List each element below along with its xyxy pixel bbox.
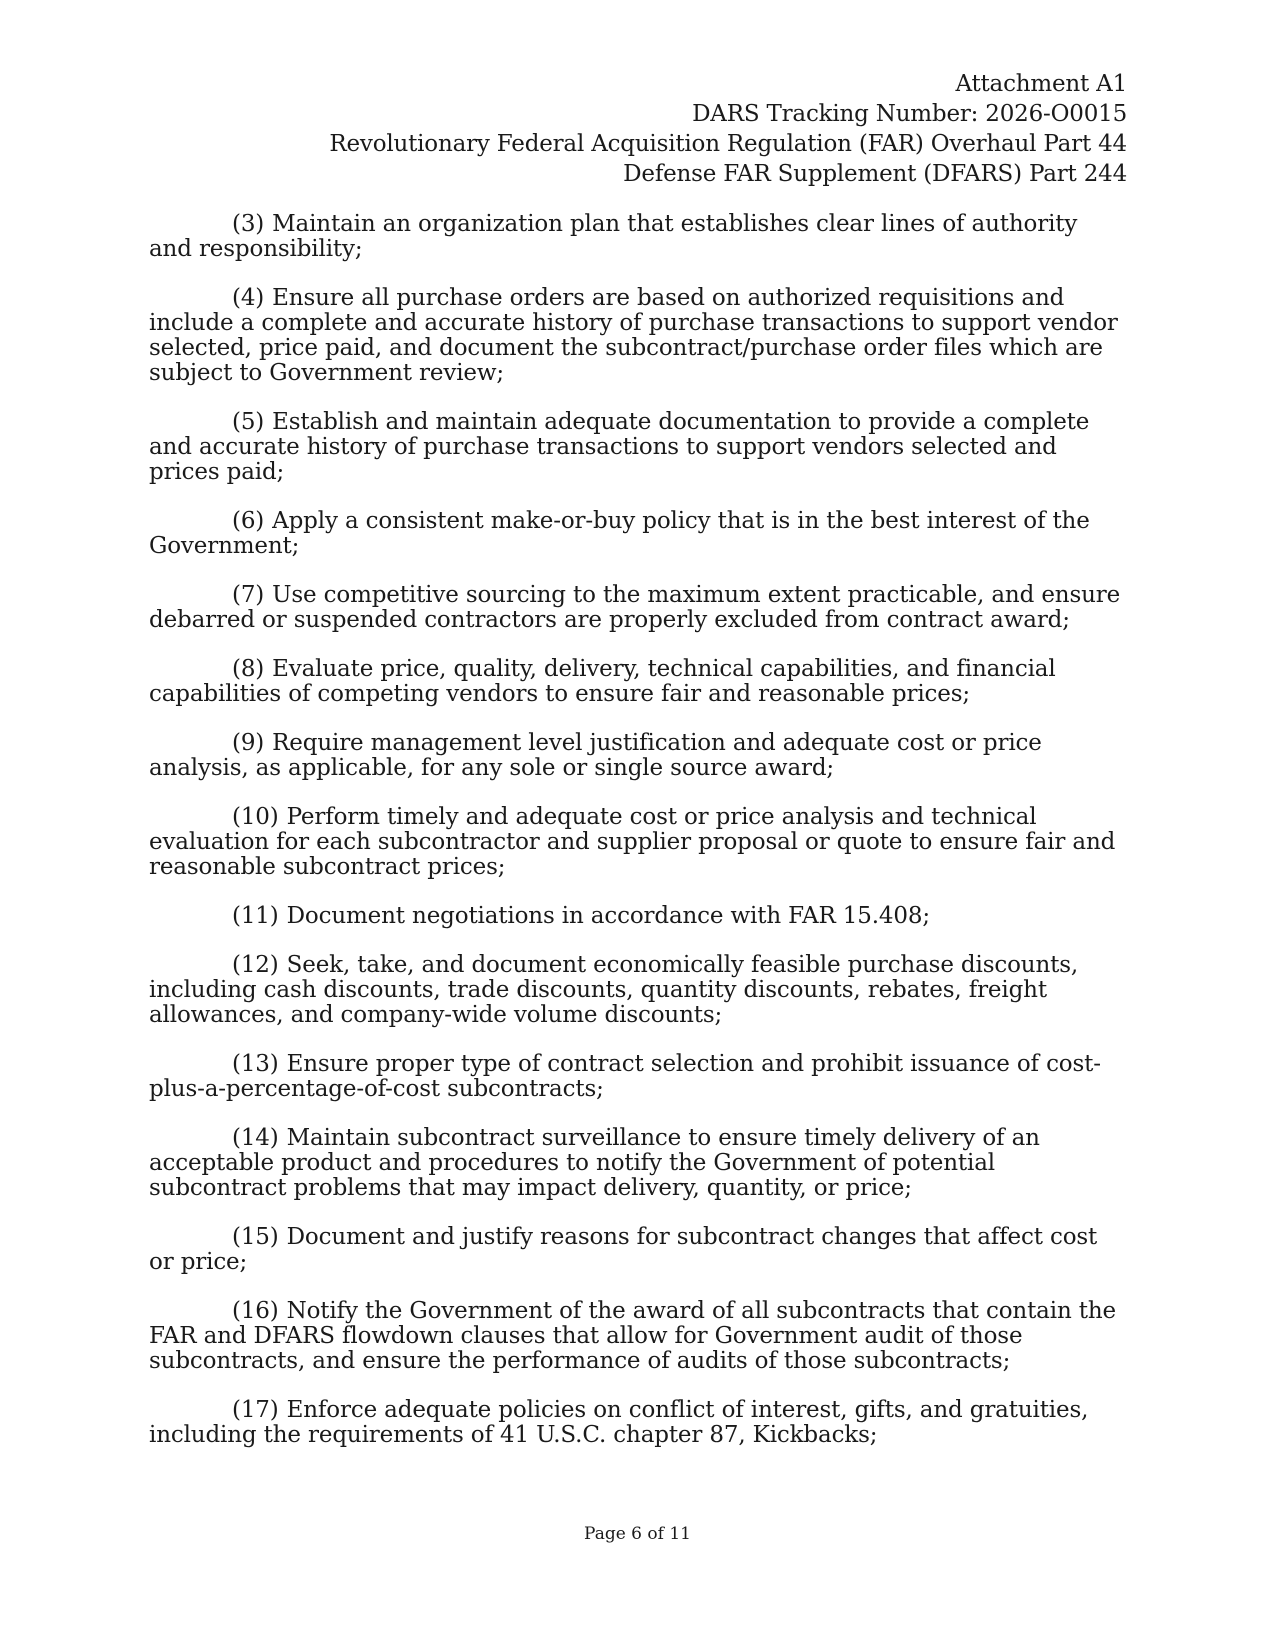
item-number: (7) (232, 582, 265, 608)
header-attachment: Attachment A1 (955, 71, 1127, 97)
document-body (149, 212, 1127, 1472)
item-text: Establish and maintain adequate documentation to provide a complete and accurate history of purchase transactions to support vendors selected and prices paid; (149, 409, 1090, 485)
item-text: Ensure all purchase orders are based on authorized requisitions and include a complete and accurate history of purchase transactions to support vendor selected, price paid, and document the subcontract/purchase order files which are subject to Government review; (149, 285, 1118, 386)
item-number: (12) (232, 952, 279, 978)
list-item (149, 1299, 1127, 1374)
item-number: (5) (232, 409, 265, 435)
item-number: (15) (232, 1224, 279, 1250)
list-item (149, 1126, 1127, 1201)
item-number: (17) (232, 1397, 279, 1423)
page-footer (0, 1523, 1275, 1545)
list-item (149, 509, 1127, 559)
header-tracking-number: DARS Tracking Number: 2026-O0015 (692, 101, 1127, 127)
item-number: (14) (232, 1125, 279, 1151)
list-item (149, 904, 1127, 929)
item-number: (4) (232, 285, 265, 311)
list-item (149, 286, 1127, 386)
list-item (149, 805, 1127, 880)
item-text: Apply a consistent make-or-buy policy that is in the best interest of the Government; (149, 508, 1090, 559)
item-text: Maintain subcontract surveillance to ensure timely delivery of an acceptable product and procedures to notify the Government of potential subcontract problems that may impact delivery, quantity, or price; (149, 1125, 1040, 1201)
list-item (149, 953, 1127, 1028)
list-item (149, 1398, 1127, 1448)
item-text: Require management level justification and adequate cost or price analysis, as applicable, for any sole or single source award; (149, 730, 1042, 781)
item-text: Ensure proper type of contract selection and prohibit issuance of cost-plus-a-percentage-of-cost subcontracts; (149, 1051, 1101, 1102)
item-number: (9) (232, 730, 265, 756)
item-number: (6) (232, 508, 265, 534)
list-item (149, 212, 1127, 262)
header-dfars-part: Defense FAR Supplement (DFARS) Part 244 (623, 161, 1127, 187)
item-number: (11) (232, 903, 279, 929)
list-item (149, 1225, 1127, 1275)
list-item (149, 1052, 1127, 1102)
list-item (149, 583, 1127, 633)
page-number: Page 6 of 11 (584, 1524, 691, 1544)
header-far-part: Revolutionary Federal Acquisition Regulation (FAR) Overhaul Part 44 (329, 131, 1127, 157)
list-item (149, 657, 1127, 707)
page-header (147, 69, 1127, 189)
list-item (149, 410, 1127, 485)
item-text: Enforce adequate policies on conflict of interest, gifts, and gratuities, including the requirements of 41 U.S.C. chapter 87, Kickbacks; (149, 1397, 1089, 1448)
item-text: Document and justify reasons for subcontract changes that affect cost or price; (149, 1224, 1098, 1275)
item-text: Use competitive sourcing to the maximum extent practicable, and ensure debarred or suspended contractors are properly excluded from contract award; (149, 582, 1121, 633)
item-number: (16) (232, 1298, 279, 1324)
item-number: (3) (232, 211, 265, 237)
item-text: Document negotiations in accordance with FAR 15.408; (286, 903, 930, 929)
list-item (149, 731, 1127, 781)
item-text: Maintain an organization plan that establishes clear lines of authority and responsibility; (149, 211, 1078, 262)
item-text: Evaluate price, quality, delivery, technical capabilities, and financial capabilities of competing vendors to ensure fair and reasonable prices; (149, 656, 1056, 707)
item-number: (13) (232, 1051, 279, 1077)
item-text: Notify the Government of the award of all subcontracts that contain the FAR and DFARS flowdown clauses that allow for Government audit of those subcontracts, and ensure the performance of audits of those subcontracts; (149, 1298, 1116, 1374)
item-number: (8) (232, 656, 265, 682)
item-text: Seek, take, and document economically feasible purchase discounts, including cash discounts, trade discounts, quantity discounts, rebates, freight allowances, and company-wide volume discounts; (149, 952, 1079, 1028)
item-text: Perform timely and adequate cost or price analysis and technical evaluation for each subcontractor and supplier proposal or quote to ensure fair and reasonable subcontract prices; (149, 804, 1116, 880)
item-number: (10) (232, 804, 279, 830)
